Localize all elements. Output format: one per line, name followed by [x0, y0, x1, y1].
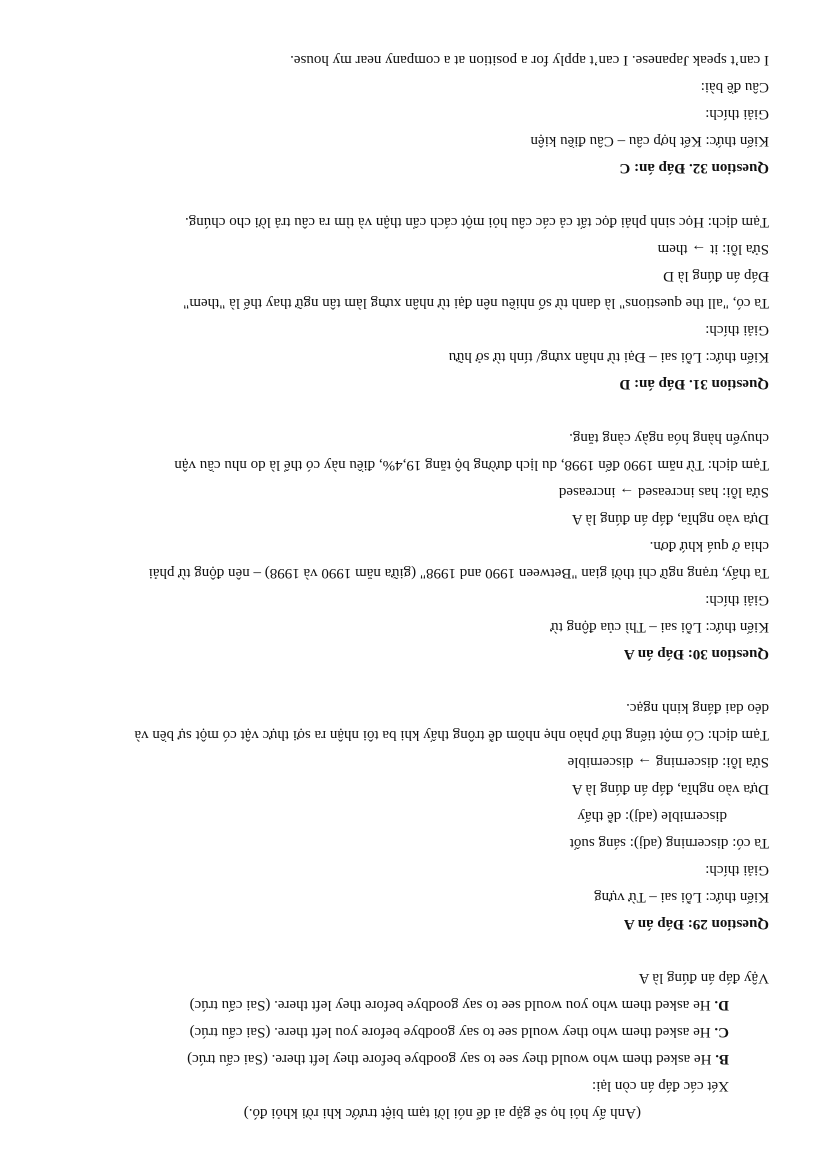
body-line: Đáp án đúng là D [663, 268, 769, 284]
body-line: Kiến thức: Lỗi sai – Đại từ nhân xưng/ tính từ sở hữu [448, 349, 769, 365]
question-heading: Question 30: Đáp án A [623, 646, 769, 662]
body-line: Giải thích: [705, 322, 769, 338]
body-line: Giải thích: [705, 862, 769, 878]
body-line: I can’t speak Japanese. I can’t apply for a position at a company near my house. [290, 52, 769, 68]
option-letter: B. [715, 1051, 729, 1067]
body-line: Giải thích: [705, 106, 769, 122]
body-line: Vậy đáp án đúng là A [638, 970, 769, 986]
body-line: Ta có: discerning (adj): sáng suốt [569, 835, 769, 851]
question-heading: Question 32. Đáp án: C [619, 160, 769, 176]
body-line: Giải thích: [705, 592, 769, 608]
body-line: Sửa lỗi: has increased → increased [558, 484, 769, 500]
question-heading: Question 29: Đáp án A [623, 916, 769, 932]
body-line: Câu đề bài: [700, 79, 769, 95]
option-b-line [187, 1050, 729, 1068]
option-d-line [190, 996, 729, 1014]
body-line: Xét các đáp án còn lại: [591, 1078, 729, 1094]
body-line: Kiến thức: Kết hợp câu – Câu điều kiện [530, 133, 769, 149]
option-c-line [190, 1023, 729, 1041]
body-line: Dựa vào nghĩa, đáp án đúng là A [571, 511, 769, 527]
body-line: Ta thấy, trạng ngữ chỉ thời gian "Between 1990 and 1998" (giữa năm 1990 và 1998) – nên động từ phải [148, 565, 769, 581]
body-line: Dựa vào nghĩa, đáp án đúng là A [571, 781, 769, 797]
question-heading: Question 31. Đáp án: D [619, 376, 769, 392]
body-line: Kiến thức: Lỗi sai – Thì của động từ [550, 619, 769, 635]
body-line: Sửa lỗi: discerning → discernible [567, 754, 769, 770]
option-text: He asked them who they would see to say goodbye before you left there. (Sai cấu trúc) [189, 1024, 715, 1040]
body-line: discernible (adj): dễ thấy [577, 808, 727, 824]
option-letter: D. [714, 997, 729, 1013]
body-line: Tạm dịch: Học sinh phải đọc tất cả các câu hỏi một cách cẩn thận và tìm ra câu trả lời cho chúng. [185, 214, 769, 230]
body-line: chia ở quá khứ đơn. [649, 538, 769, 554]
translation-line: (Anh ấy hỏi họ sẽ gặp ai để nói lời tạm biệt trước khi rời khỏi đó.) [243, 1105, 641, 1121]
body-line: Tạm dịch: Từ năm 1990 đến 1998, du lịch đường bộ tăng 19,4%, điều này có thể là do nhu cầu vận [174, 457, 769, 473]
option-letter: C. [714, 1024, 729, 1040]
option-text: He asked them who would they see to say goodbye before they left there. (Sai cấu trúc) [187, 1051, 716, 1067]
body-line: dẻo dai đáng kinh ngạc. [626, 700, 769, 716]
option-text: He asked them who you would see to say goodbye before they left there. (Sai cấu trúc) [189, 997, 715, 1013]
body-line: Sửa lỗi: it → them [657, 241, 769, 257]
body-line: Tạm dịch: Có một tiếng thở phào nhẹ nhõm dễ trông thấy khi ba tôi nhận ra sợi thực vật có một sự bền và [134, 727, 769, 743]
body-line: Ta có, "all the questions" là danh từ số nhiều nên đại từ nhân xưng làm tân ngữ thay thế là "them" [183, 295, 769, 311]
body-line: Kiến thức: Lỗi sai – Từ vựng [594, 889, 769, 905]
body-line: chuyển hàng hóa ngày càng tăng. [569, 430, 769, 446]
